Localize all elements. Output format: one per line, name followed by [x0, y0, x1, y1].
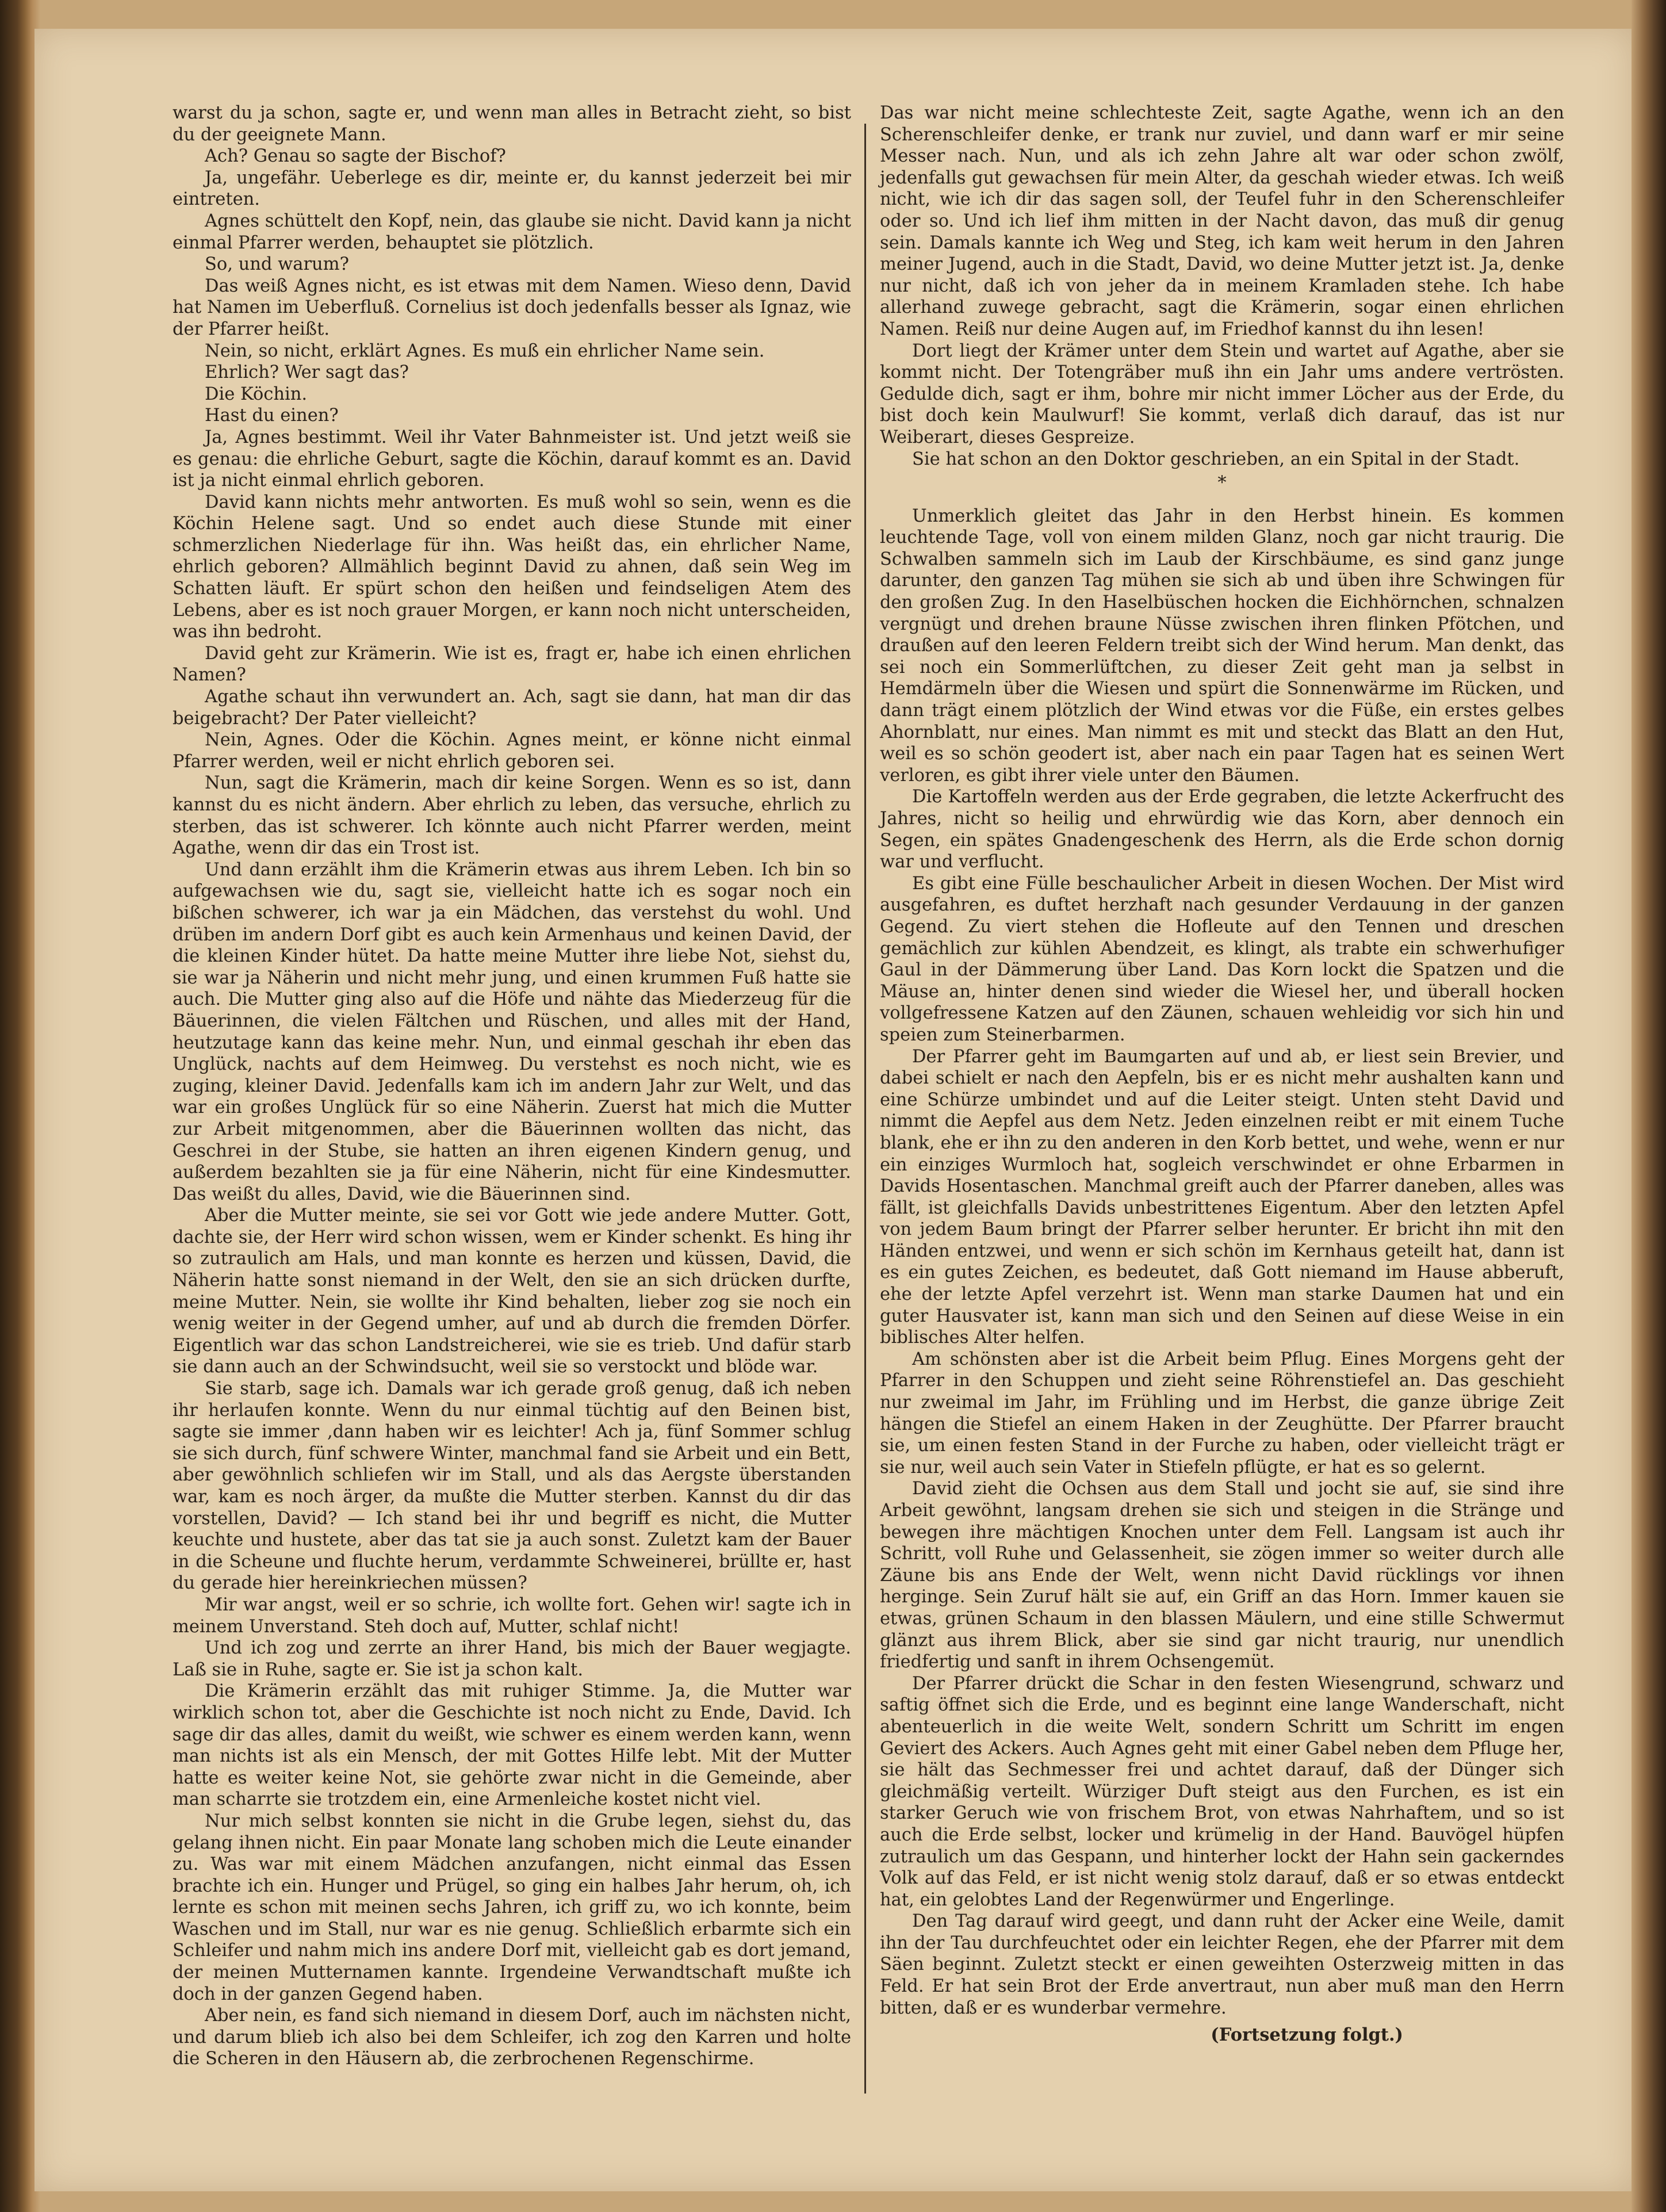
paragraph: Und ich zog und zerrte an ihrer Hand, bis mich der Bauer wegjagte. Laß sie in Ruhe, sagte er. Sie ist ja schon kalt.: [173, 1638, 851, 1680]
right-column: [880, 102, 1564, 2046]
paragraph: So, und warum?: [205, 254, 349, 275]
paragraph: David zieht die Ochsen aus dem Stall und jocht sie auf, sie sind ihre Arbeit gewöhnt, langsam drehen sie sich und steigen in die Stränge und bewegen ihre mächtigen Knochen unter dem Fell. Langsam ist auch ihr Schritt, voll Ruhe und Gelassenheit, sie zögen immer so weiter durch alle Zäune bis ans Ende der Welt, wenn nicht David rücklings vor ihnen herginge. Sein Zuruf hält sie auf, ein Griff an das Horn. Immer kauen sie etwas, grünen Schaum in den blassen Mäulern, und eine stille Schwermut glänzt aus ihrem Blick, aber sie sind gar nicht traurig, nur unendlich friedfertig und sanft in ihrem Ochsengemüt.: [880, 1479, 1564, 1673]
paragraph: Der Pfarrer drückt die Schar in den festen Wiesengrund, schwarz und saftig öffnet sich die Erde, und es beginnt eine lange Wanderschaft, nicht abenteuerlich in die weite Welt, sondern Schritt um Schritt im engen Geviert des Ackers. Auch Agnes geht mit einer Gabel neben dem Pfluge her, sie hält das Sechmesser frei und achtet darauf, daß der Dünger sich gleichmäßig verteilt. Würziger Duft steigt aus den Furchen, es ist ein starker Geruch wie von frischem Brot, von etwas Nahrhaftem, und so ist auch die Erde selbst, locker und krümelig in der Hand. Bauvögel hüpfen zutraulich um das Gespann, und hinterher lockt der Hahn sein gackerndes Volk auf das Feld, er ist nicht wenig stolz darauf, daß er so etwas entdeckt hat, ein gelobtes Land der Regenwürmer und Engerlinge.: [880, 1673, 1564, 1910]
paragraph: Nein, Agnes. Oder die Köchin. Agnes meint, er könne nicht einmal Pfarrer werden, weil er nicht ehrlich geboren sei.: [173, 730, 851, 772]
next-page-edge: [1631, 0, 1666, 2212]
paragraph: Die Köchin.: [205, 384, 308, 404]
paragraph: Und dann erzählt ihm die Krämerin etwas aus ihrem Leben. Ich bin so aufgewachsen wie du, sagt sie, vielleicht hatte ich es sogar noch ein bißchen schwerer, ich war ja ein Mädchen, das verstehst du wohl. Und drüben im andern Dorf gibt es auch kein Armenhaus und keinen David, der die kleinen Kinder hütet. Da hatte meine Mutter ihre liebe Not, siehst du, sie war ja Näherin und nicht mehr jung, und einen krummen Fuß hatte sie auch. Die Mutter ging also auf die Höfe und nähte das Miederzeug für die Bäuerinnen, die vielen Fältchen und Rüschen, und alles mit der Hand, heutzutage kann das keine mehr. Nun, und einmal geschah ihr eben das Unglück, nachts auf dem Heimweg. Du verstehst es noch nicht, wie es zuging, kleiner David. Jedenfalls kam ich im andern Jahr zur Welt, und das war ein großes Unglück für so eine Näherin. Zuerst hat mich die Mutter zur Arbeit mitgenommen, aber die Bäuerinnen wollten das nicht, das Geschrei in der Stube, sie hatten an ihren eigenen Kindern genug, und außerdem bezahlten sie ja für eine Näherin, nicht für eine Kindesmutter. Das weißt du alles, David, wie die Bäuerinnen sind.: [173, 859, 851, 1204]
paragraph: Das weiß Agnes nicht, es ist etwas mit dem Namen. Wieso denn, David hat Namen im Ueberfluß. Cornelius ist doch jedenfalls besser als Ignaz, wie der Pfarrer heißt.: [173, 275, 851, 339]
paragraph: Sie starb, sage ich. Damals war ich gerade groß genug, daß ich neben ihr herlaufen konnte. Wenn du nur einmal tüchtig auf den Beinen bist, sagte sie immer ,dann haben wir es leichter! Ach ja, fünf Sommer schlug sie sich durch, fünf schwere Winter, manchmal fand sie Arbeit und ein Bett, aber gewöhnlich schliefen wir im Stall, und als das Aergste überstanden war, kam es noch ärger, da mußte die Mutter sterben. Kannst du dir das vorstellen, David? — Ich stand bei ihr und begriff es nicht, die Mutter keuchte und hustete, aber das tat sie ja auch sonst. Zuletzt kam der Bauer in die Scheune und fluchte herum, verdammte Schweinerei, brüllte er, hast du gerade hier hereinkriechen müssen?: [173, 1379, 851, 1594]
paragraph: Den Tag darauf wird geegt, und dann ruht der Acker eine Weile, damit ihn der Tau durchfeuchtet oder ein leichter Regen, ehe der Pfarrer mit dem Säen beginnt. Zuletzt steckt er einen geweihten Osterzweig mitten in das Feld. Er hat sein Brot der Erde anvertraut, nun aber muß man den Herrn bitten, daß er es wunderbar vermehre.: [880, 1911, 1564, 2018]
paragraph: Dort liegt der Krämer unter dem Stein und wartet auf Agathe, aber sie kommt nicht. Der Totengräber muß ihn ein Jahr ums andere vertrösten. Gedulde dich, sagt er ihm, bohre mir nicht immer Löcher aus der Erde, du bist doch kein Maulwurf! Sie kommt, verlaß dich darauf, das ist nur Weiberart, dieses Gespreize.: [880, 340, 1564, 447]
paragraph: Nur mich selbst konnten sie nicht in die Grube legen, siehst du, das gelang ihnen nicht. Ein paar Monate lang schoben mich die Leute einander zu. Was war mit einem Mädchen anzufangen, nicht einmal das Essen brachte ich ein. Hunger und Prügel, so ging ein halbes Jahr herum, oh, ich lernte es schon mit meinen sechs Jahren, ich griff zu, wo ich konnte, beim Waschen und im Stall, nur war es nie genug. Schließlich erbarmte sich ein Schleifer und nahm mich ins andere Dorf mit, vielleicht gab es dort jemand, der meinen Mutternamen kannte. Irgendeine Verwandtschaft mußte ich doch in der ganzen Gegend haben.: [173, 1811, 851, 2004]
paragraph: Ja, Agnes bestimmt. Weil ihr Vater Bahnmeister ist. Und jetzt weiß sie es genau: die ehrliche Geburt, sagte die Köchin, darauf kommt es an. David ist ja nicht einmal ehrlich geboren.: [173, 427, 851, 491]
section-break: *: [1217, 473, 1227, 493]
paragraph: Nein, so nicht, erklärt Agnes. Es muß ein ehrlicher Name sein.: [205, 340, 765, 361]
paragraph: Der Pfarrer geht im Baumgarten auf und ab, er liest sein Brevier, und dabei schielt er nach den Aepfeln, bis er es nicht mehr aushalten kann und eine Schürze umbindet und auf die Leiter steigt. Unten steht David und nimmt die Aepfel aus dem Netz. Jeden einzelnen reibt er mit einem Tuche blank, ehe er ihn zu den anderen in den Korb bettet, und wehe, wenn er nur ein einziges Wurmloch hat, sogleich verschwindet er ohne Erbarmen in Davids Hosentaschen. Manchmal greift auch der Pfarrer daneben, alles was fällt, ist gleichfalls Davids unbestrittenes Eigentum. Aber den letzten Apfel von jedem Baum bringt der Pfarrer selber herunter. Er bricht ihn mit den Händen entzwei, und wenn er sich schön im Kernhaus geteilt hat, dann ist es ein gutes Zeichen, es bedeutet, daß Gott niemand im Hause abberuft, ehe der letzte Apfel verzehrt ist. Wenn man starke Daumen hat und ein guter Hausvater ist, kann man sich und den Seinen auf diese Weise in ein biblisches Alter helfen.: [880, 1046, 1564, 1348]
paragraph: Agnes schüttelt den Kopf, nein, das glaube sie nicht. David kann ja nicht einmal Pfarrer werden, behauptet sie plötzlich.: [173, 211, 851, 253]
paragraph: Das war nicht meine schlechteste Zeit, sagte Agathe, wenn ich an den Scherenschleifer denke, er trank nur zuviel, und dann warf er mir seine Messer nach. Nun, und als ich zehn Jahre alt war oder schon zwölf, jedenfalls gut gewachsen für mein Alter, da geschah wieder etwas. Ich weiß nicht, wie ich dir das sagen soll, der Teufel fuhr in den Scherenschleifer oder so. Und ich lief ihm mitten in der Nacht davon, das muß dir genug sein. Damals kannte ich Weg und Steg, ich kam weit herum in den Jahren meiner Jugend, auch in die Stadt, David, wo deine Mutter jetzt ist. Ja, denke nur nicht, daß ich von jeher da in meinem Kramladen stehe. Ich habe allerhand zuwege gebracht, sagt die Krämerin, sogar einen ehrlichen Namen. Reiß nur deine Augen auf, im Friedhof kannst du ihn lesen!: [880, 103, 1564, 339]
section-gap: [880, 497, 1564, 506]
continuation-note: (Fortsetzung folgt.): [1211, 2025, 1403, 2046]
paragraph: Nun, sagt die Krämerin, mach dir keine Sorgen. Wenn es so ist, dann kannst du es nicht ändern. Aber ehrlich zu leben, das versuche, ehrlich zu sterben, das ist schwerer. Ich könnte auch nicht Pfarrer werden, meint Agathe, wenn dir das ein Trost ist.: [173, 773, 851, 859]
left-column: [173, 102, 851, 2070]
paragraph: Mir war angst, weil er so schrie, ich wollte fort. Gehen wir! sagte ich in meinem Unverstand. Steh doch auf, Mutter, schlaf nicht!: [173, 1594, 851, 1637]
paragraph: Sie hat schon an den Doktor geschrieben, an ein Spital in der Stadt.: [912, 449, 1520, 469]
paragraph: Es gibt eine Fülle beschaulicher Arbeit in diesen Wochen. Der Mist wird ausgefahren, es duftet herzhaft nach gesunder Verdauung in der ganzen Gegend. Zu viert stehen die Hofleute auf den Tennen und dreschen gemächlich zur kühlen Abendzeit, es klingt, als trabte ein schwerhufiger Gaul in der Dämmerung über Land. Das Korn lockt die Spatzen und die Mäuse an, hinter denen sind wieder die Wiesel her, und überall hocken vollgefressene Katzen auf den Zäunen, schauen wehleidig vor sich hin und speien zum Steinerbarmen.: [880, 873, 1564, 1045]
paragraph: Aber nein, es fand sich niemand in diesem Dorf, auch im nächsten nicht, und darum blieb ich also bei dem Schleifer, ich zog den Karren und holte die Scheren in den Häusern ab, die zerbrochenen Regenschirme.: [173, 2006, 851, 2069]
paragraph: Agathe schaut ihn verwundert an. Ach, sagt sie dann, hat man dir das beigebracht? Der Pater vielleicht?: [173, 687, 851, 729]
paragraph: Ach? Genau so sagte der Bischof?: [205, 146, 506, 167]
column-divider: [864, 124, 866, 2094]
paragraph: warst du ja schon, sagte er, und wenn man alles in Betracht zieht, so bist du der geeignete Mann.: [173, 103, 851, 145]
paragraph: Die Krämerin erzählt das mit ruhiger Stimme. Ja, die Mutter war wirklich schon tot, aber die Geschichte ist noch nicht zu Ende, David. Ich sage dir das alles, damit du weißt, wie schwer es einem werden kann, wenn man nichts ist als ein Mensch, der mit Gottes Hilfe lebt. Mit der Mutter hatte es weiter keine Not, sie gehörte zwar nicht in die Gemeinde, aber man scharrte sie trotzdem ein, eine Armenleiche kostet nicht viel.: [173, 1681, 851, 1810]
paragraph: Unmerklich gleitet das Jahr in den Herbst hinein. Es kommen leuchtende Tage, voll von einem milden Glanz, noch gar nicht traurig. Die Schwalben sammeln sich im Laub der Kirschbäume, es sind ganz junge darunter, den ganzen Tag mühen sie sich ab und üben ihre Schwingen für den großen Zug. In den Haselbüschen hocken die Eichhörnchen, schnalzen vergnügt und drehen braune Nüsse zwischen ihren flinken Pfötchen, und draußen auf den leeren Feldern treibt sich der Wind herum. Man denkt, das sei noch ein Sommerlüftchen, zu dieser Zeit geht man ja selbst in Hemdärmeln über die Wiesen und spürt die Sonnenwärme im Rücken, und dann trägt einem plötzlich der Wind etwas vor die Füße, ein erstes gelbes Ahornblatt, nur eines. Man nimmt es mit und steckt das Blatt an den Hut, weil es so schön geodert ist, aber nach ein paar Tagen hat es seinen Wert verloren, es gibt ihrer viele unter den Bäumen.: [880, 506, 1564, 786]
paragraph: Die Kartoffeln werden aus der Erde gegraben, die letzte Ackerfrucht des Jahres, nicht so heilig und ehrwürdig wie das Korn, aber dennoch ein Segen, ein spätes Gnadengeschenk des Herrn, als die Erde schon dornig war und verflucht.: [880, 787, 1564, 872]
paragraph: Ja, ungefähr. Ueberlege es dir, meinte er, du kannst jederzeit bei mir eintreten.: [173, 167, 851, 210]
paragraph: Hast du einen?: [205, 405, 339, 426]
paragraph: Aber die Mutter meinte, sie sei vor Gott wie jede andere Mutter. Gott, dachte sie, der Herr wird schon wissen, wem er Kinder schenkt. Es hing ihr so zutraulich am Hals, und man konnte es herzen und küssen, David, die Näherin hatte sonst niemand in der Welt, den sie an sich drücken durfte, meine Mutter. Nein, sie wollte ihr Kind behalten, lieber zog sie noch ein wenig weiter in der Gegend umher, auf und ab durch die fremden Dörfer. Eigentlich war das schon Landstreicherei, wie sie es trieb. Und dafür starb sie dann auch an der Schwindsucht, weil sie so verstockt und blöde war.: [173, 1205, 851, 1377]
paragraph: Ehrlich? Wer sagt das?: [205, 362, 409, 383]
paragraph: David geht zur Krämerin. Wie ist es, fragt er, habe ich einen ehrlichen Namen?: [173, 643, 851, 686]
paragraph: David kann nichts mehr antworten. Es muß wohl so sein, wenn es die Köchin Helene sagt. Und so endet auch diese Stunde mit einer schmerzlichen Niederlage für ihn. Was heißt das, ein ehrlicher Name, ehrlich geboren? Allmählich beginnt David zu ahnen, daß sein Weg im Schatten läuft. Er spürt schon den heißen und feindseligen Atem des Lebens, aber es ist noch grauer Morgen, er kann noch nicht unterscheiden, was ihn bedroht.: [173, 492, 851, 642]
paragraph: Am schönsten aber ist die Arbeit beim Pflug. Eines Morgens geht der Pfarrer in den Schuppen und zieht seine Röhrenstiefel an. Das geschieht nur zweimal im Jahr, im Frühling und im Herbst, die ganze übrige Zeit hängen die Stiefel an einem Haken in der Zeughütte. Der Pfarrer braucht sie, um einen festen Stand in der Furche zu haben, oder vielleicht trägt er sie nur, weil auch sein Vater in Stiefeln pflügte, er hat es so gelernt.: [880, 1349, 1564, 1478]
